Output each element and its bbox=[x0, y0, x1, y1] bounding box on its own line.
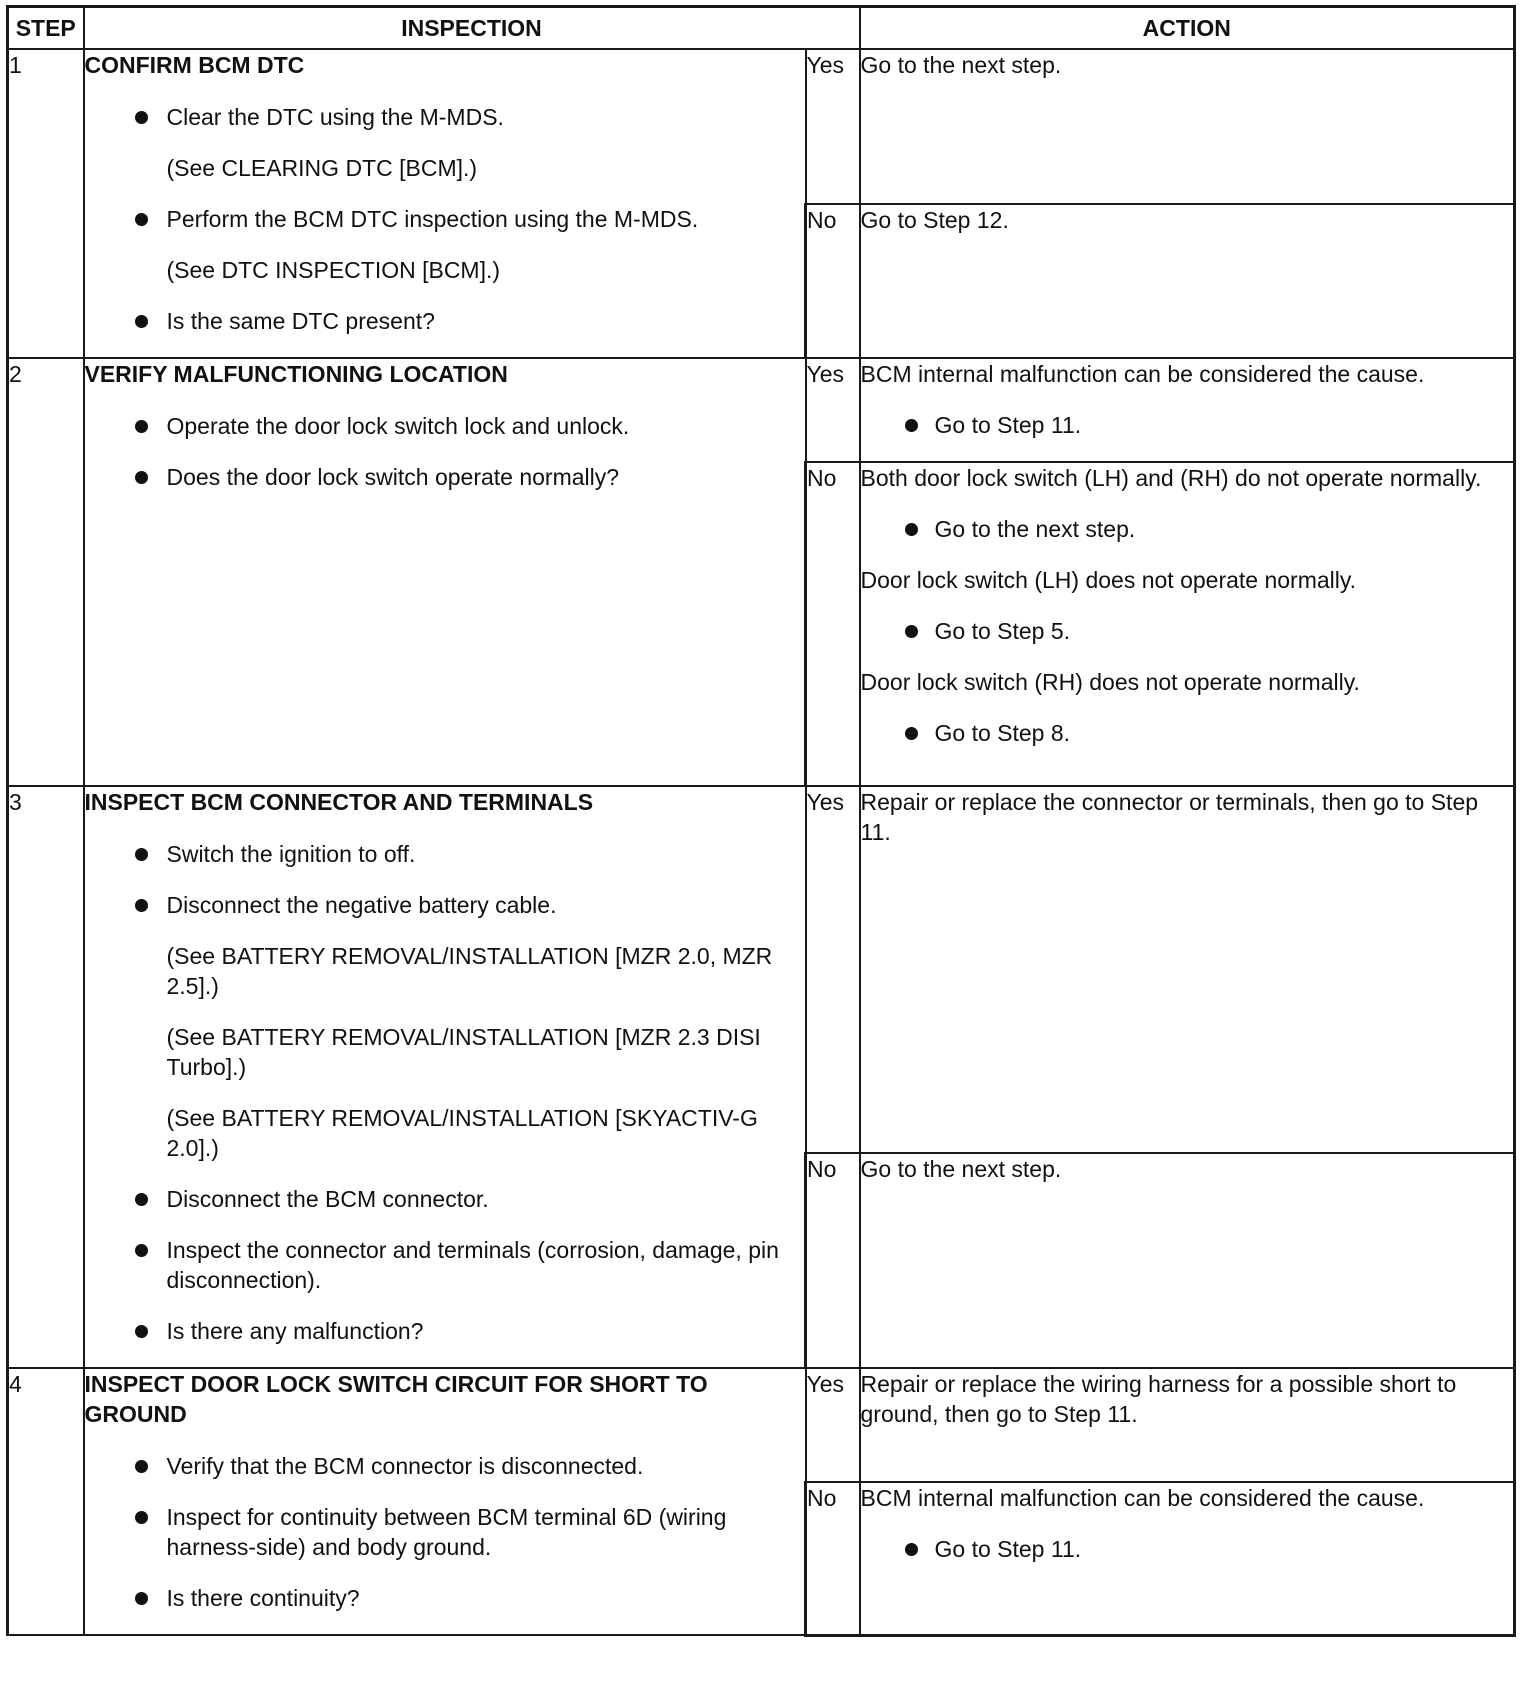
step-number: 1 bbox=[8, 49, 84, 358]
action-bullet-item: Go to Step 5. bbox=[861, 616, 1514, 646]
bullet-item: Operate the door lock switch lock and unlock. bbox=[85, 411, 805, 441]
yes-label: Yes bbox=[806, 49, 860, 204]
bullet-item: Does the door lock switch operate normally? bbox=[85, 462, 805, 492]
header-step: STEP bbox=[8, 7, 84, 50]
step-number: 4 bbox=[8, 1368, 84, 1635]
bullet-item: Disconnect the negative battery cable. bbox=[85, 890, 805, 920]
reference-note: (See BATTERY REMOVAL/INSTALLATION [MZR 2.0, MZR 2.5].) bbox=[166, 943, 773, 999]
action-text: Go to the next step. bbox=[860, 1155, 1062, 1182]
yes-label: Yes bbox=[806, 786, 860, 1153]
bullet-item: Disconnect the BCM connector. bbox=[85, 1184, 805, 1214]
bullet-item: Perform the BCM DTC inspection using the M-MDS. bbox=[85, 204, 805, 234]
bullet-item: Switch the ignition to off. bbox=[85, 839, 805, 869]
no-label: No bbox=[806, 1153, 860, 1368]
reference-note: (See CLEARING DTC [BCM].) bbox=[166, 155, 478, 181]
bullet-item: Is there continuity? bbox=[85, 1583, 805, 1613]
step-title: INSPECT BCM CONNECTOR AND TERMINALS bbox=[84, 789, 594, 815]
yes-label: Yes bbox=[806, 358, 860, 462]
step-title: CONFIRM BCM DTC bbox=[84, 52, 305, 78]
no-label: No bbox=[806, 204, 860, 359]
action-bullet-item: Go to Step 8. bbox=[861, 718, 1514, 748]
reference-note: (See BATTERY REMOVAL/INSTALLATION [MZR 2.3 DISI Turbo].) bbox=[166, 1024, 761, 1080]
table-row bbox=[8, 358, 1515, 462]
no-label: No bbox=[806, 1482, 860, 1635]
table-row bbox=[8, 786, 1515, 1153]
action-text: Go to Step 12. bbox=[860, 206, 1009, 233]
bullet-item: Is the same DTC present? bbox=[85, 306, 805, 336]
action-text: Repair or replace the connector or terminals, then go to Step 11. bbox=[860, 789, 1479, 845]
action-text: Go to the next step. bbox=[860, 52, 1062, 78]
inspection-cell bbox=[84, 1368, 806, 1635]
yes-action bbox=[860, 1368, 1515, 1482]
yes-action bbox=[860, 786, 1515, 1153]
no-action bbox=[860, 204, 1515, 359]
inspection-cell bbox=[84, 49, 806, 358]
step-number: 3 bbox=[8, 786, 84, 1368]
table-body bbox=[8, 49, 1515, 1635]
diagnostic-table bbox=[6, 5, 1516, 1637]
action-bullet-item: Go to the next step. bbox=[861, 514, 1514, 544]
step-title: INSPECT DOOR LOCK SWITCH CIRCUIT FOR SHORT TO GROUND bbox=[84, 1371, 708, 1427]
inspection-cell bbox=[84, 786, 806, 1368]
action-bullet-item: Go to Step 11. bbox=[861, 410, 1514, 440]
no-action bbox=[860, 1482, 1515, 1635]
bullet-item: Inspect for continuity between BCM terminal 6D (wiring harness-side) and body ground. bbox=[85, 1502, 805, 1562]
action-text: BCM internal malfunction can be considered the cause. bbox=[860, 1485, 1425, 1512]
action-text: Repair or replace the wiring harness for a possible short to ground, then go to Step 11. bbox=[860, 1371, 1457, 1427]
bullet-item: Inspect the connector and terminals (corrosion, damage, pin disconnection). bbox=[85, 1235, 805, 1295]
bullet-item: Is there any malfunction? bbox=[85, 1316, 805, 1346]
action-text: Door lock switch (RH) does not operate normally. bbox=[860, 669, 1360, 695]
bullet-item: Verify that the BCM connector is disconnected. bbox=[85, 1451, 805, 1481]
action-text: BCM internal malfunction can be considered the cause. bbox=[860, 361, 1425, 387]
header-inspection: INSPECTION bbox=[84, 7, 860, 50]
reference-note: (See BATTERY REMOVAL/INSTALLATION [SKYACTIV-G 2.0].) bbox=[166, 1105, 758, 1161]
table-row bbox=[8, 1368, 1515, 1482]
bullet-item: Clear the DTC using the M-MDS. bbox=[85, 102, 805, 132]
action-bullet-item: Go to Step 11. bbox=[861, 1534, 1514, 1564]
reference-note: (See DTC INSPECTION [BCM].) bbox=[166, 257, 501, 283]
table-row bbox=[8, 49, 1515, 204]
no-label: No bbox=[806, 462, 860, 786]
inspection-cell bbox=[84, 358, 806, 786]
no-action bbox=[860, 462, 1515, 786]
yes-action bbox=[860, 358, 1515, 462]
yes-action bbox=[860, 49, 1515, 204]
no-action bbox=[860, 1153, 1515, 1368]
header-action: ACTION bbox=[860, 7, 1515, 50]
step-title: VERIFY MALFUNCTIONING LOCATION bbox=[84, 361, 508, 387]
step-number: 2 bbox=[8, 358, 84, 786]
action-text: Door lock switch (LH) does not operate normally. bbox=[860, 567, 1357, 593]
yes-label: Yes bbox=[806, 1368, 860, 1482]
action-text: Both door lock switch (LH) and (RH) do not operate normally. bbox=[860, 465, 1482, 491]
